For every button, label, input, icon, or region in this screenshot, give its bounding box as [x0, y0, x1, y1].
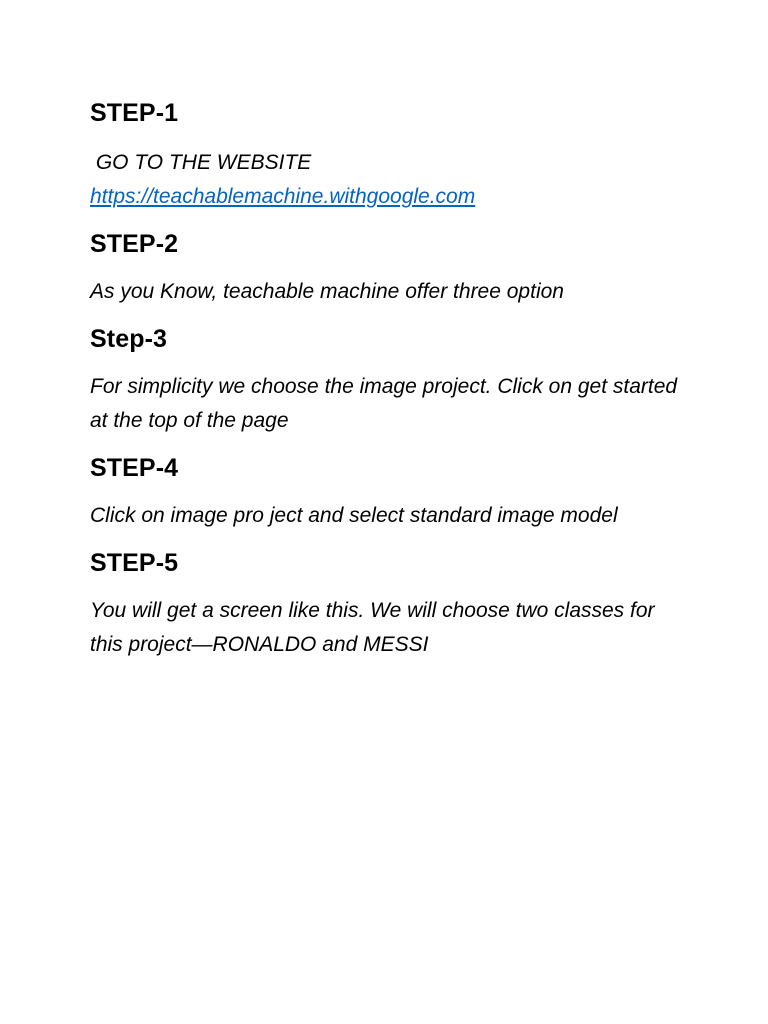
step-1-body — [90, 146, 690, 214]
step-2-text: As you Know, teachable machine offer three option — [90, 280, 564, 303]
step-1-heading: STEP-1 — [90, 99, 179, 127]
step-2-heading: STEP-2 — [90, 230, 179, 258]
document-page — [90, 96, 690, 662]
website-link[interactable]: https://teachablemachine.withgoogle.com — [90, 185, 476, 208]
step-5-heading: STEP-5 — [90, 549, 179, 577]
step-3-heading: Step-3 — [90, 325, 168, 353]
step-3-text: For simplicity we choose the image project. Click on get started at the top of the page — [90, 375, 678, 432]
step-5-text: You will get a screen like this. We will choose two classes for this project—RONALDO and MESSI — [90, 599, 655, 656]
step-4-heading: STEP-4 — [90, 454, 179, 482]
step-4-text: Click on image pro ject and select standard image model — [90, 504, 618, 527]
step-1-text: GO TO THE WEBSITE — [90, 151, 312, 174]
